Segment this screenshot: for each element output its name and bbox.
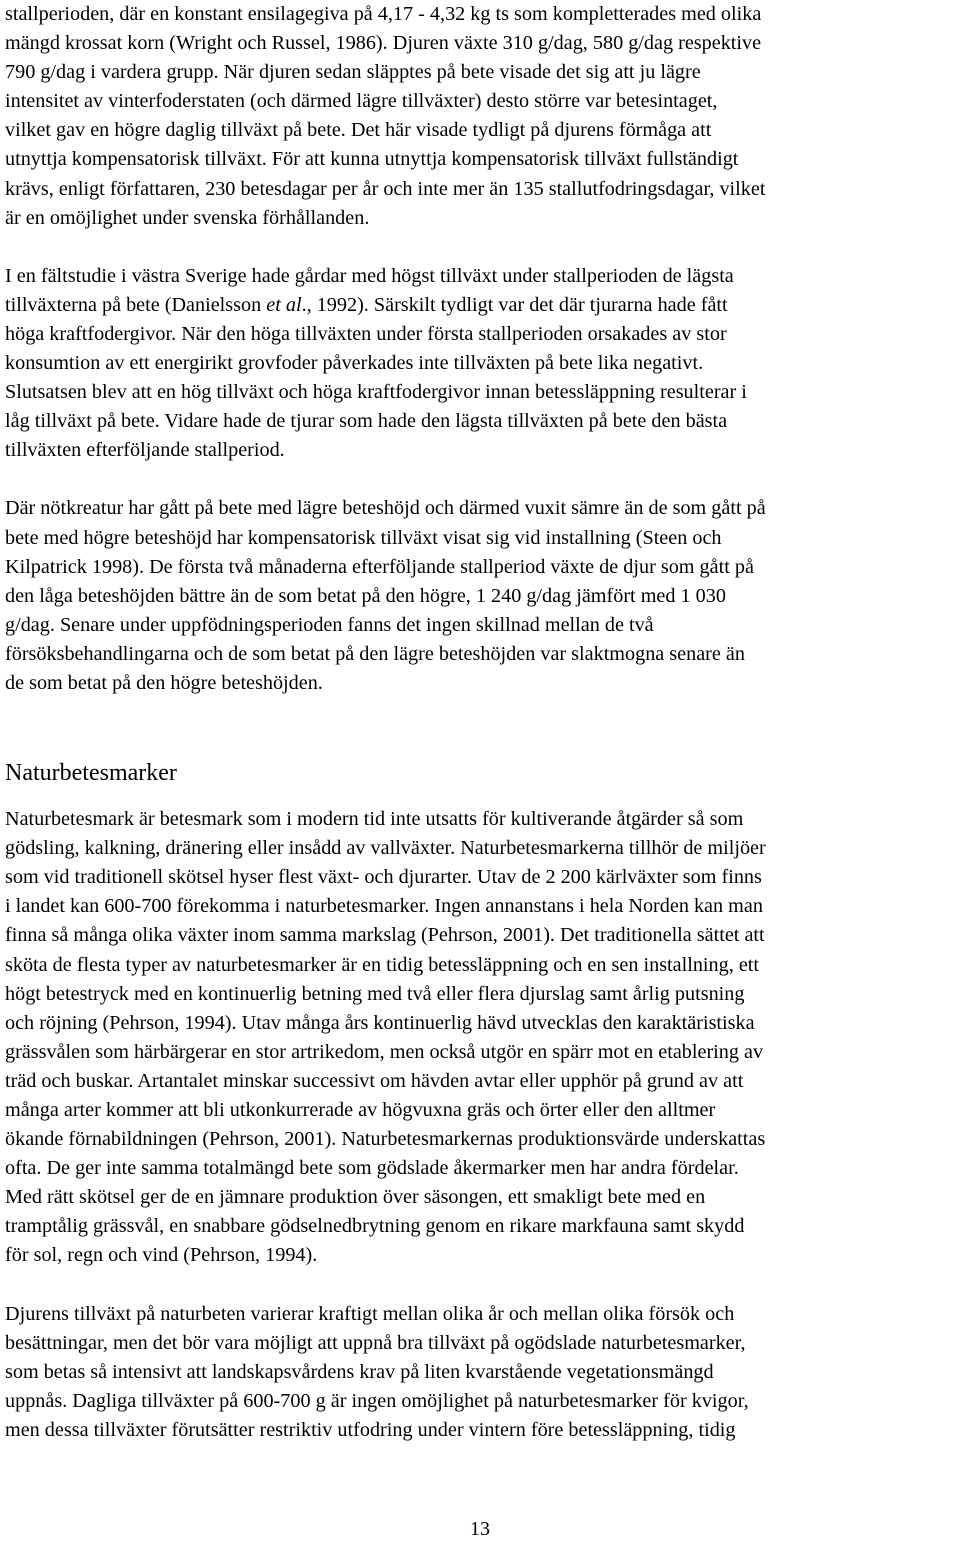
text-line: krävs, enligt författaren, 230 betesdagar per år och inte mer än 135 stallutfodringsdagar, vilket — [5, 177, 766, 200]
text-line: konsumtion av ett energirikt grovfoder påverkades inte tillväxten på bete lika negativt. — [5, 352, 704, 375]
text-line: uppnås. Dagliga tillväxter på 600-700 g är ingen omöjlighet på naturbetesmarker för kvigor, — [5, 1389, 749, 1412]
text-line: bete med högre beteshöjd har kompensatorisk tillväxt visat sig vid installning (Steen och — [5, 526, 722, 549]
text-line: låg tillväxt på bete. Vidare hade de tjurar som hade den lägsta tillväxten på bete den bästa — [5, 410, 728, 433]
text-line: som betas så intensivt att landskapsvårdens krav på liten kvarstående vegetationsmängd — [5, 1360, 714, 1383]
text-line: tillväxten efterföljande stallperiod. — [5, 439, 285, 462]
text-line: grässvålen som härbärgerar en stor artrikedom, men också utgör en spärr mot en etablering av — [5, 1040, 764, 1063]
text-line: vilket gav en högre daglig tillväxt på bete. Det här visade tydligt på djurens förmåga att — [5, 119, 712, 142]
text-line: intensitet av vinterfoderstaten (och därmed lägre tillväxter) desto större var betesintaget, — [5, 90, 718, 113]
section-gap — [5, 698, 957, 757]
text-line: försöksbehandlingarna och de som betat på den lägre beteshöjden var slaktmogna senare än — [5, 642, 745, 665]
heading-gap — [5, 789, 957, 805]
text-line: höga kraftfodergivor. När den höga tillväxten under första stallperioden orsakades av stor — [5, 322, 727, 345]
text-line: Djurens tillväxt på naturbeten varierar kraftigt mellan olika år och mellan olika försök och — [5, 1302, 735, 1325]
text-line: gödsling, kalkning, dränering eller insådd av vallväxter. Naturbetesmarkerna tillhör de miljöer — [5, 837, 766, 860]
paragraph-stall-period — [5, 0, 957, 233]
text-line: är en omöjlighet under svenska förhållanden. — [5, 206, 370, 229]
paragraph-field-study — [5, 262, 957, 466]
text-line: för sol, regn och vind (Pehrson, 1994). — [5, 1244, 318, 1267]
paragraph-natural-pastures — [5, 805, 957, 1271]
text-line: men dessa tillväxter förutsätter restriktiv utfodring under vintern före betessläppning, tidig — [5, 1418, 736, 1441]
text-line: besättningar, men det bör vara möjligt att uppnå bra tillväxt på ogödslade naturbetesmarker, — [5, 1331, 746, 1354]
text-line: mängd krossat korn (Wright och Russel, 1986). Djuren växte 310 g/dag, 580 g/dag respektive — [5, 32, 762, 55]
paragraph-grazing-height — [5, 494, 957, 698]
page-number: 13 — [470, 1518, 490, 1540]
paragraph-gap — [5, 465, 957, 494]
text-line: tramptålig grässvål, en snabbare gödselnedbrytning genom en rikare markfauna samt skydd — [5, 1215, 745, 1238]
text-line: I en fältstudie i västra Sverige hade gårdar med högst tillväxt under stallperioden de lägsta — [5, 264, 734, 287]
text-line: sköta de flesta typer av naturbetesmarker är en tidig betessläppning och en sen installning, ett — [5, 953, 759, 976]
text-line: Där nötkreatur har gått på bete med lägre beteshöjd och därmed vuxit sämre än de som gått på — [5, 497, 766, 520]
section-heading: Naturbetesmarker — [5, 760, 177, 787]
text-line: Naturbetesmark är betesmark som i modern tid inte utsatts för kultiverande åtgärder så som — [5, 808, 744, 831]
text-line: och röjning (Pehrson, 1994). Utav många års kontinuerlig hävd utvecklas den karaktäristiska — [5, 1011, 755, 1034]
text-line: ökande förnabildningen (Pehrson, 2001). Naturbetesmarkernas produktionsvärde underskattas — [5, 1128, 766, 1151]
text-line: många arter kommer att bli utkonkurrerade av högvuxna gräs och örter eller den alltmer — [5, 1099, 716, 1121]
text-line: den låga beteshöjden bättre än de som betat på den högre, 1 240 g/dag jämfört med 1 030 — [5, 584, 726, 607]
text-line: Slutsatsen blev att en hög tillväxt och höga kraftfodergivor innan betessläppning resulterar i — [5, 381, 747, 404]
text-line: utnyttja kompensatorisk tillväxt. För att kunna utnyttja kompensatorisk tillväxt fullständigt — [5, 148, 739, 171]
paragraph-animal-growth — [5, 1300, 957, 1445]
paragraph-gap — [5, 233, 957, 262]
document-page — [5, 0, 957, 1445]
text-line: stallperioden, där en konstant ensilagegiva på 4,17 - 4,32 kg ts som kompletterades med olika — [5, 3, 762, 25]
text-line-end: ., 1992). Särskilt tydligt var det där tjurarna hade fått — [301, 293, 728, 316]
italic-et-al: et al — [266, 293, 302, 316]
text-line: högt betestryck med en kontinuerlig betning med två eller flera djurslag samt årlig putsning — [5, 982, 745, 1005]
text-line: finna så många olika växter inom samma markslag (Pehrson, 2001). Det traditionella sättet att — [5, 924, 765, 947]
text-line-start: tillväxterna på bete (Danielsson — [5, 293, 262, 316]
text-line: träd och buskar. Artantalet minskar successivt om hävden avtar eller upphör på grund av att — [5, 1069, 744, 1092]
text-line: som vid traditionell skötsel hyser flest växt- och djurarter. Utav de 2 200 kärlväxter som finns — [5, 866, 762, 889]
text-line: i landet kan 600-700 förekomma i naturbetesmarker. Ingen annanstans i hela Norden kan man — [5, 895, 763, 918]
text-line: g/dag. Senare under uppfödningsperioden fanns det ingen skillnad mellan de två — [5, 613, 654, 636]
text-line: ofta. De ger inte samma totalmängd bete som gödslade åkermarker men har andra fördelar. — [5, 1157, 739, 1180]
text-line: de som betat på den högre beteshöjden. — [5, 671, 323, 694]
paragraph-gap — [5, 1271, 957, 1300]
text-line: Med rätt skötsel ger de en jämnare produktion över säsongen, ett smakligt bete med en — [5, 1186, 706, 1209]
text-line: 790 g/dag i vardera grupp. När djuren sedan släpptes på bete visade det sig att ju lägre — [5, 61, 701, 84]
text-line: Kilpatrick 1998). De första två månaderna efterföljande stallperiod växte de djur som gått på — [5, 555, 754, 578]
